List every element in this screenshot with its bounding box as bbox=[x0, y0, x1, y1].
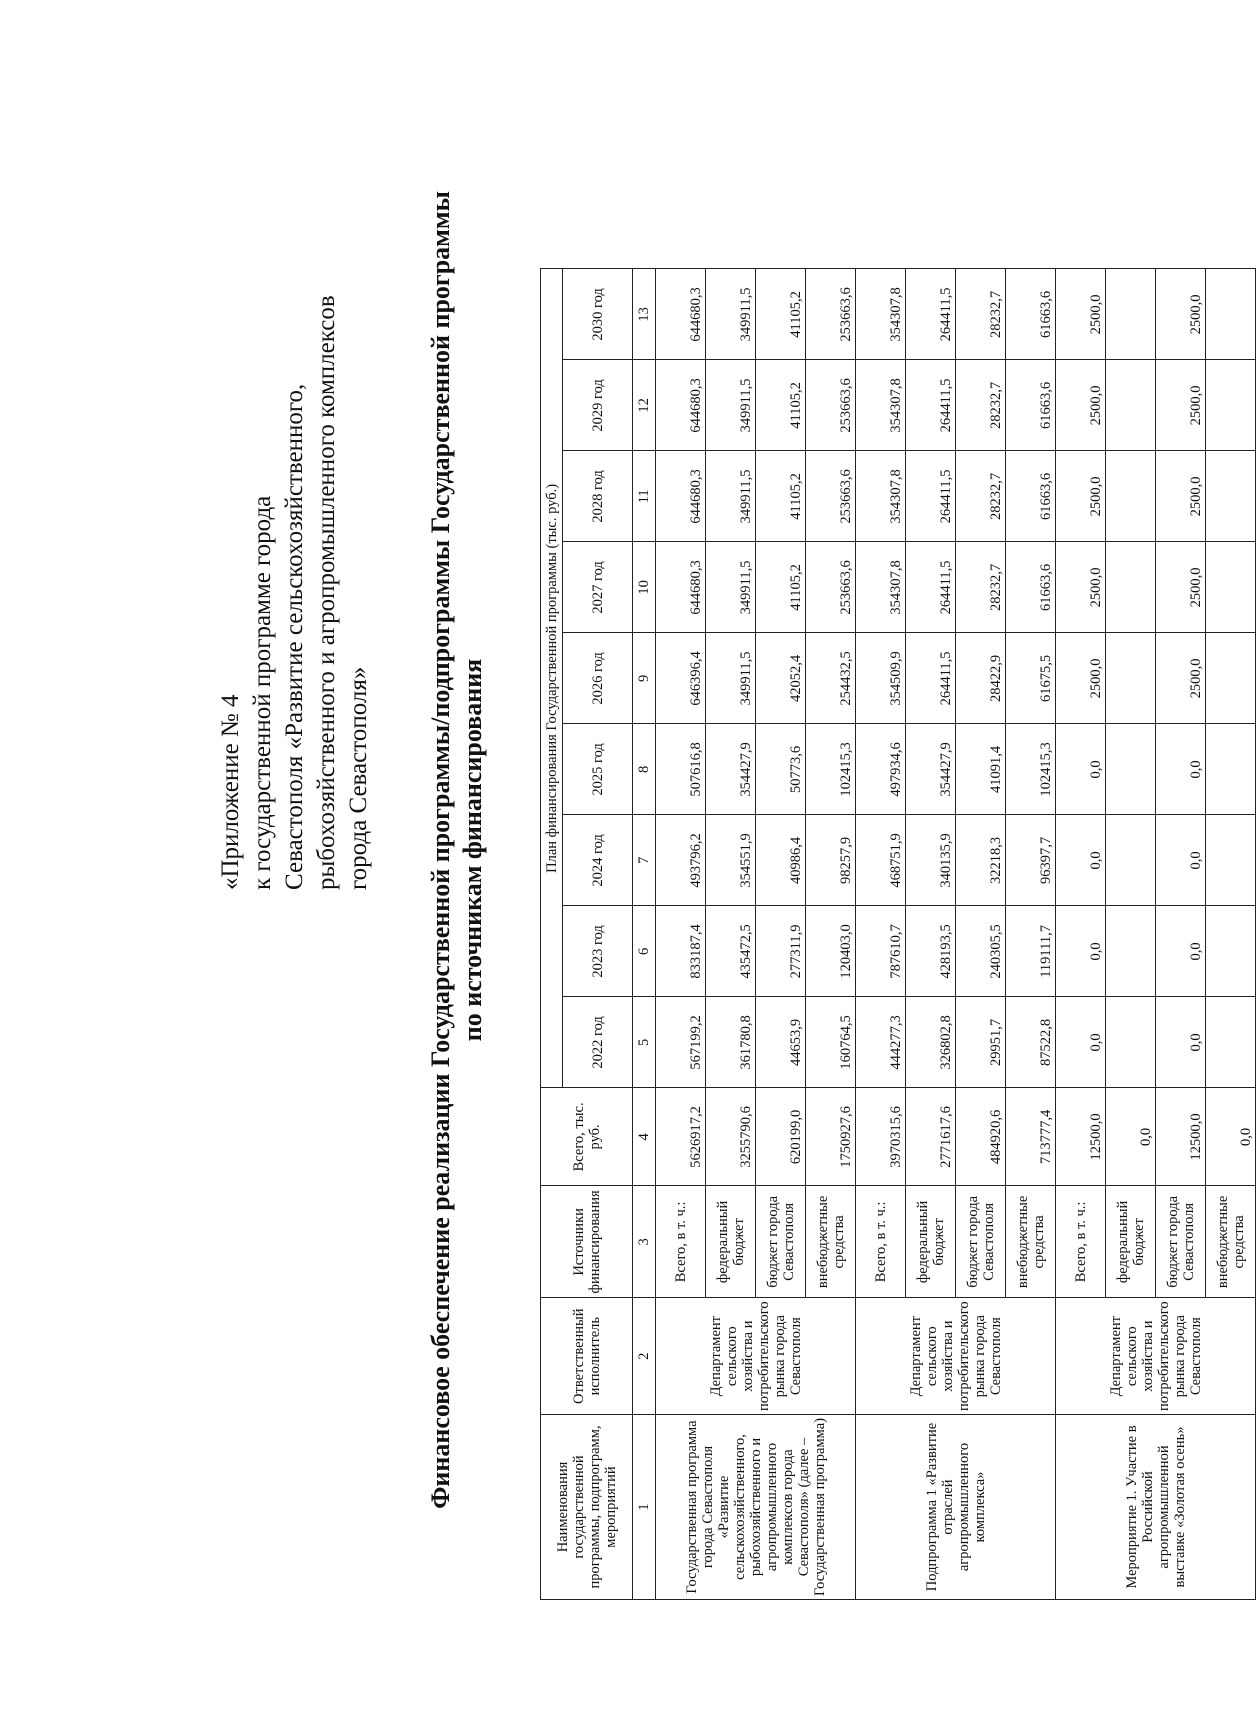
year-value-cell: 2500,0 bbox=[1056, 451, 1106, 542]
year-value-cell: 326802,8 bbox=[906, 997, 956, 1088]
column-number: 12 bbox=[633, 360, 656, 451]
year-value-cell: 41105,2 bbox=[756, 451, 806, 542]
year-value-cell bbox=[1106, 542, 1156, 633]
year-value-cell: 277311,9 bbox=[756, 906, 806, 997]
year-value-cell: 253663,6 bbox=[806, 542, 856, 633]
year-value-cell: 41091,4 bbox=[956, 724, 1006, 815]
year-value-cell: 98257,9 bbox=[806, 815, 856, 906]
year-value-cell: 253663,6 bbox=[806, 360, 856, 451]
year-value-cell: 61663,6 bbox=[1006, 542, 1056, 633]
year-value-cell: 2500,0 bbox=[1156, 542, 1206, 633]
executor-cell: Департамент сельского хозяйства и потребительского рынка города Севастополя bbox=[856, 1298, 1056, 1415]
column-number: 6 bbox=[633, 906, 656, 997]
year-value-cell: 435472,5 bbox=[706, 906, 756, 997]
year-value-cell: 2500,0 bbox=[1156, 269, 1206, 360]
year-value-cell: 28232,7 bbox=[956, 360, 1006, 451]
total-cell: 12500,0 bbox=[1156, 1088, 1206, 1186]
year-value-cell: 28232,7 bbox=[956, 451, 1006, 542]
year-value-cell: 787610,7 bbox=[856, 906, 906, 997]
year-value-cell bbox=[1106, 815, 1156, 906]
year-value-cell: 644680,3 bbox=[656, 451, 706, 542]
header-year: 2023 год bbox=[563, 906, 633, 997]
year-value-cell: 160764,5 bbox=[806, 997, 856, 1088]
year-value-cell: 354427,9 bbox=[706, 724, 756, 815]
executor-cell: Департамент сельского хозяйства и потребительского рынка города Севастополя bbox=[656, 1298, 856, 1415]
year-value-cell: 264411,5 bbox=[906, 360, 956, 451]
annex-line: города Севастополя» bbox=[345, 666, 372, 890]
program-name-cell: Государственная программа города Севастополя «Развитие сельскохозяйственного, рыбохозяйственного и агропромышленного комплексов города Севастополя» (далее – Государственная программа) bbox=[656, 1415, 856, 1600]
year-value-cell: 0,0 bbox=[1056, 997, 1106, 1088]
total-cell: 12500,0 bbox=[1056, 1088, 1106, 1186]
year-value-cell: 2500,0 bbox=[1056, 269, 1106, 360]
year-value-cell bbox=[1206, 542, 1256, 633]
year-value-cell: 0,0 bbox=[1156, 815, 1206, 906]
year-value-cell: 833187,4 bbox=[656, 906, 706, 997]
year-value-cell: 644680,3 bbox=[656, 269, 706, 360]
column-number: 7 bbox=[633, 815, 656, 906]
year-value-cell: 646396,4 bbox=[656, 633, 706, 724]
year-value-cell: 644680,3 bbox=[656, 360, 706, 451]
year-value-cell: 354427,9 bbox=[906, 724, 956, 815]
table-row bbox=[856, 269, 906, 1600]
year-value-cell: 50773,6 bbox=[756, 724, 806, 815]
year-value-cell: 102415,3 bbox=[806, 724, 856, 815]
year-value-cell: 497934,6 bbox=[856, 724, 906, 815]
year-value-cell: 0,0 bbox=[1056, 815, 1106, 906]
source-cell: бюджет города Севастополя bbox=[756, 1186, 806, 1298]
total-cell: 620199,0 bbox=[756, 1088, 806, 1186]
total-cell: 5626917,2 bbox=[656, 1088, 706, 1186]
year-value-cell: 354509,9 bbox=[856, 633, 906, 724]
year-value-cell: 29951,7 bbox=[956, 997, 1006, 1088]
total-cell: 3970315,6 bbox=[856, 1088, 906, 1186]
year-value-cell: 349911,5 bbox=[706, 542, 756, 633]
source-cell: федеральный бюджет bbox=[1106, 1186, 1156, 1298]
year-value-cell: 349911,5 bbox=[706, 269, 756, 360]
year-value-cell: 361780,8 bbox=[706, 997, 756, 1088]
header-plan: План финансирования Государственной программы (тыс. руб.) bbox=[541, 269, 563, 1088]
year-value-cell bbox=[1206, 633, 1256, 724]
year-value-cell: 28232,7 bbox=[956, 542, 1006, 633]
source-cell: бюджет города Севастополя bbox=[956, 1186, 1006, 1298]
year-value-cell: 507616,8 bbox=[656, 724, 706, 815]
header-name: Наименования государственной программы, подпрограмм, мероприятий bbox=[541, 1415, 633, 1600]
year-value-cell: 567199,2 bbox=[656, 997, 706, 1088]
column-number: 4 bbox=[633, 1088, 656, 1186]
header-year: 2024 год bbox=[563, 815, 633, 906]
year-value-cell: 354307,8 bbox=[856, 451, 906, 542]
document-page bbox=[30, 50, 1254, 1650]
column-number: 3 bbox=[633, 1186, 656, 1298]
year-value-cell bbox=[1206, 815, 1256, 906]
year-value-cell bbox=[1106, 451, 1156, 542]
year-value-cell: 468751,9 bbox=[856, 815, 906, 906]
column-number: 10 bbox=[633, 542, 656, 633]
year-value-cell: 61663,6 bbox=[1006, 451, 1056, 542]
year-value-cell: 44653,9 bbox=[756, 997, 806, 1088]
header-executor: Ответственный исполнитель bbox=[541, 1298, 633, 1415]
total-cell: 484920,6 bbox=[956, 1088, 1006, 1186]
total-cell: 3255790,6 bbox=[706, 1088, 756, 1186]
header-year: 2022 год bbox=[563, 997, 633, 1088]
source-cell: федеральный бюджет bbox=[706, 1186, 756, 1298]
year-value-cell: 87522,8 bbox=[1006, 997, 1056, 1088]
year-value-cell: 354307,8 bbox=[856, 360, 906, 451]
year-value-cell: 493796,2 bbox=[656, 815, 706, 906]
year-value-cell: 0,0 bbox=[1056, 906, 1106, 997]
column-number: 11 bbox=[633, 451, 656, 542]
table-row bbox=[656, 269, 706, 1600]
year-value-cell: 0,0 bbox=[1056, 724, 1106, 815]
header-year: 2027 год bbox=[563, 542, 633, 633]
year-value-cell: 240305,5 bbox=[956, 906, 1006, 997]
year-value-cell: 264411,5 bbox=[906, 451, 956, 542]
total-cell: 1750927,6 bbox=[806, 1088, 856, 1186]
year-value-cell: 2500,0 bbox=[1056, 542, 1106, 633]
header-year: 2030 год bbox=[563, 269, 633, 360]
year-value-cell bbox=[1106, 906, 1156, 997]
year-value-cell: 2500,0 bbox=[1156, 633, 1206, 724]
year-value-cell: 354307,8 bbox=[856, 269, 906, 360]
year-value-cell: 96397,7 bbox=[1006, 815, 1056, 906]
year-value-cell bbox=[1106, 633, 1156, 724]
source-cell: бюджет города Севастополя bbox=[1156, 1186, 1206, 1298]
year-value-cell bbox=[1106, 997, 1156, 1088]
header-year: 2028 год bbox=[563, 451, 633, 542]
total-cell: 2771617,6 bbox=[906, 1088, 956, 1186]
year-value-cell: 41105,2 bbox=[756, 542, 806, 633]
year-value-cell: 40986,4 bbox=[756, 815, 806, 906]
title-line-1: Финансовое обеспечение реализации Государственной программы/подпрограммы Государственной программы bbox=[426, 191, 455, 1509]
annex-line: Севастополя «Развитие сельскохозяйственного, bbox=[281, 383, 308, 890]
column-number: 5 bbox=[633, 997, 656, 1088]
year-value-cell: 28232,7 bbox=[956, 269, 1006, 360]
year-value-cell bbox=[1206, 360, 1256, 451]
column-number: 9 bbox=[633, 633, 656, 724]
year-value-cell: 444277,3 bbox=[856, 997, 906, 1088]
annex-line: рыбохозяйственного и агропромышленного комплексов bbox=[313, 295, 340, 890]
year-value-cell: 2500,0 bbox=[1156, 451, 1206, 542]
year-value-cell: 264411,5 bbox=[906, 633, 956, 724]
year-value-cell bbox=[1206, 997, 1256, 1088]
year-value-cell: 120403,0 bbox=[806, 906, 856, 997]
year-value-cell bbox=[1106, 360, 1156, 451]
source-cell: внебюджетные средства bbox=[806, 1186, 856, 1298]
year-value-cell bbox=[1206, 269, 1256, 360]
source-cell: Всего, в т. ч.: bbox=[1056, 1186, 1106, 1298]
header-year: 2026 год bbox=[563, 633, 633, 724]
year-value-cell: 349911,5 bbox=[706, 451, 756, 542]
year-value-cell: 2500,0 bbox=[1056, 360, 1106, 451]
header-source: Источники финансирования bbox=[541, 1186, 633, 1298]
source-cell: федеральный бюджет bbox=[906, 1186, 956, 1298]
annex-line: «Приложение № 4 bbox=[217, 694, 244, 890]
year-value-cell bbox=[1106, 269, 1156, 360]
document-title bbox=[425, 130, 489, 1570]
year-value-cell: 264411,5 bbox=[906, 542, 956, 633]
source-cell: внебюджетные средства bbox=[1006, 1186, 1056, 1298]
total-cell: 0,0 bbox=[1106, 1088, 1156, 1186]
program-name-cell: Подпрограмма 1 «Развитие отраслей агропромышленного комплекса» bbox=[856, 1415, 1056, 1600]
year-value-cell: 0,0 bbox=[1156, 997, 1206, 1088]
year-value-cell: 61663,6 bbox=[1006, 269, 1056, 360]
column-number: 13 bbox=[633, 269, 656, 360]
source-cell: Всего, в т. ч.: bbox=[856, 1186, 906, 1298]
year-value-cell: 61675,5 bbox=[1006, 633, 1056, 724]
column-number: 1 bbox=[633, 1415, 656, 1600]
year-value-cell: 119111,7 bbox=[1006, 906, 1056, 997]
financing-table bbox=[540, 268, 1256, 1600]
year-value-cell: 354551,9 bbox=[706, 815, 756, 906]
year-value-cell: 41105,2 bbox=[756, 269, 806, 360]
year-value-cell: 349911,5 bbox=[706, 360, 756, 451]
header-year: 2029 год bbox=[563, 360, 633, 451]
year-value-cell: 340135,9 bbox=[906, 815, 956, 906]
year-value-cell: 254432,5 bbox=[806, 633, 856, 724]
title-line-2: по источникам финансирования bbox=[458, 658, 487, 1042]
header-total: Всего, тыс. руб. bbox=[541, 1088, 633, 1186]
year-value-cell: 0,0 bbox=[1156, 906, 1206, 997]
year-value-cell: 349911,5 bbox=[706, 633, 756, 724]
year-value-cell: 253663,6 bbox=[806, 269, 856, 360]
header-year: 2025 год bbox=[563, 724, 633, 815]
year-value-cell: 2500,0 bbox=[1056, 633, 1106, 724]
year-value-cell: 41105,2 bbox=[756, 360, 806, 451]
year-value-cell: 28422,9 bbox=[956, 633, 1006, 724]
annex-line: к государственной программе города bbox=[249, 495, 276, 890]
year-value-cell: 264411,5 bbox=[906, 269, 956, 360]
year-value-cell: 253663,6 bbox=[806, 451, 856, 542]
total-cell: 713777,4 bbox=[1006, 1088, 1056, 1186]
source-cell: Всего, в т. ч.: bbox=[656, 1186, 706, 1298]
column-number: 2 bbox=[633, 1298, 656, 1415]
year-value-cell bbox=[1206, 906, 1256, 997]
year-value-cell: 61663,6 bbox=[1006, 360, 1056, 451]
year-value-cell: 354307,8 bbox=[856, 542, 906, 633]
year-value-cell bbox=[1206, 451, 1256, 542]
year-value-cell: 2500,0 bbox=[1156, 360, 1206, 451]
column-number: 8 bbox=[633, 724, 656, 815]
year-value-cell: 428193,5 bbox=[906, 906, 956, 997]
year-value-cell: 32218,3 bbox=[956, 815, 1006, 906]
total-cell: 0,0 bbox=[1206, 1088, 1256, 1186]
year-value-cell bbox=[1106, 724, 1156, 815]
program-name-cell: Мероприятие 1. Участие в Российской агропромышленной выставке «Золотая осень» bbox=[1056, 1415, 1256, 1600]
year-value-cell: 42052,4 bbox=[756, 633, 806, 724]
year-value-cell: 644680,3 bbox=[656, 542, 706, 633]
source-cell: внебюджетные средства bbox=[1206, 1186, 1256, 1298]
table-row bbox=[1056, 269, 1106, 1600]
year-value-cell: 102415,3 bbox=[1006, 724, 1056, 815]
year-value-cell: 0,0 bbox=[1156, 724, 1206, 815]
year-value-cell bbox=[1206, 724, 1256, 815]
executor-cell: Департамент сельского хозяйства и потребительского рынка города Севастополя bbox=[1056, 1298, 1256, 1415]
annex-header bbox=[215, 110, 375, 890]
